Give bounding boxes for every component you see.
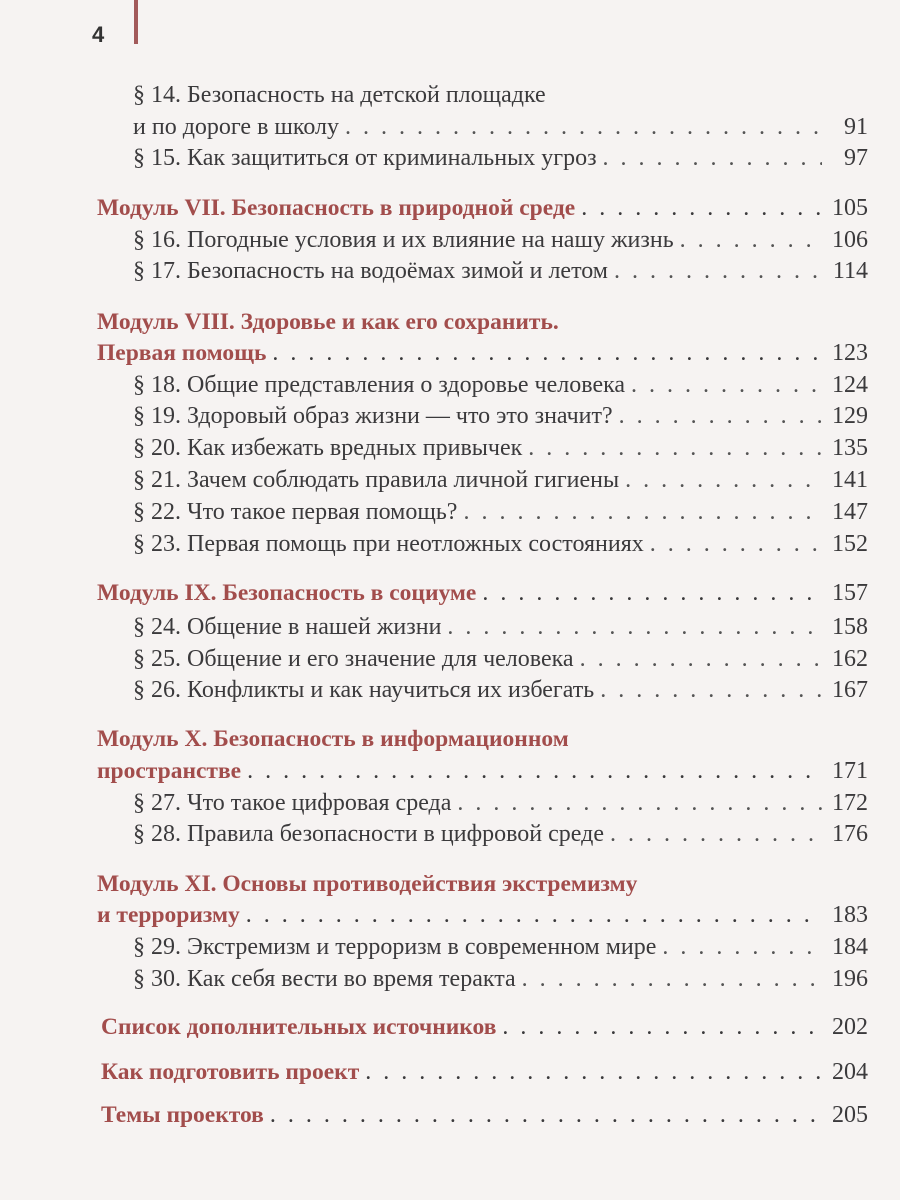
toc-entry-line [133, 79, 546, 111]
leader-dots [631, 369, 822, 401]
toc-module[interactable] [97, 337, 868, 369]
leader-dots [600, 674, 822, 706]
entry-page: 158 [832, 614, 868, 640]
leader-dots [614, 255, 822, 287]
entry-title: и по дороге в школу [133, 114, 339, 140]
entry-page: 183 [832, 902, 868, 928]
entry-page: 147 [832, 499, 868, 525]
entry-page: 162 [832, 646, 868, 672]
entry-title: § 25. Общение и его значение для человека [133, 646, 574, 672]
toc-entry[interactable] [133, 369, 868, 401]
module-title: пространстве [97, 758, 242, 784]
leader-dots [619, 400, 822, 432]
toc-module[interactable] [97, 899, 868, 931]
toc-entry[interactable] [133, 787, 868, 819]
leader-dots [270, 1099, 822, 1131]
entry-page: 124 [832, 372, 868, 398]
entry-title: § 27. Что такое цифровая среда [133, 790, 452, 816]
toc-module[interactable] [101, 1099, 868, 1131]
module-title: Модуль IX. Безопасность в социуме [97, 580, 477, 606]
leader-dots [502, 1011, 822, 1043]
entry-title: § 14. Безопасность на детской площадке [133, 82, 546, 108]
leader-dots [522, 963, 822, 995]
toc-entry[interactable] [133, 674, 868, 706]
toc-entry[interactable] [133, 963, 868, 995]
entry-page: 176 [832, 821, 868, 847]
toc-module[interactable] [97, 755, 868, 787]
leader-dots [581, 192, 822, 224]
entry-title: § 17. Безопасность на водоёмах зимой и летом [133, 258, 608, 284]
toc-entry[interactable] [133, 496, 868, 528]
page-number: 4 [92, 22, 105, 47]
leader-dots [345, 111, 822, 143]
module-title: Модуль XI. Основы противодействия экстремизму [97, 871, 638, 897]
entry-title: § 15. Как защититься от криминальных угроз [133, 145, 597, 171]
toc-entry[interactable] [133, 931, 868, 963]
toc-entry[interactable] [133, 818, 868, 850]
toc-entry[interactable] [133, 464, 868, 496]
module-title: Первая помощь [97, 340, 267, 366]
entry-page: 204 [832, 1059, 868, 1085]
entry-title: § 23. Первая помощь при неотложных состояниях [133, 531, 644, 557]
toc-module-line [97, 868, 637, 900]
toc-entry[interactable] [133, 528, 868, 560]
leader-dots [680, 224, 822, 256]
module-title: и терроризму [97, 902, 240, 928]
leader-dots [603, 142, 822, 174]
entry-page: 106 [832, 227, 868, 253]
entry-page: 129 [832, 403, 868, 429]
entry-page: 157 [832, 580, 868, 606]
entry-page: 152 [832, 531, 868, 557]
entry-title: § 16. Погодные условия и их влияние на нашу жизнь [133, 227, 674, 253]
toc-module[interactable] [97, 577, 868, 609]
entry-page: 114 [832, 258, 868, 284]
leader-dots [528, 432, 822, 464]
toc-entry[interactable] [133, 400, 868, 432]
entry-page: 123 [832, 340, 868, 366]
toc-entry[interactable] [133, 611, 868, 643]
leader-dots [625, 464, 822, 496]
leader-dots [482, 577, 822, 609]
toc-entry[interactable] [133, 255, 868, 287]
entry-page: 105 [832, 195, 868, 221]
entry-page: 135 [832, 435, 868, 461]
toc-entry[interactable] [133, 643, 868, 675]
entry-title: § 21. Зачем соблюдать правила личной гигиены [133, 467, 620, 493]
toc-entry[interactable] [133, 224, 868, 256]
toc-module[interactable] [101, 1011, 868, 1043]
module-title: Модуль VIII. Здоровье и как его сохранить. [97, 309, 559, 335]
leader-dots [246, 899, 822, 931]
entry-page: 196 [832, 966, 868, 992]
toc-entry[interactable] [133, 142, 868, 174]
entry-page: 171 [832, 758, 868, 784]
leader-dots [247, 755, 822, 787]
leader-dots [272, 337, 822, 369]
module-title: Список дополнительных источников [101, 1014, 497, 1040]
toc-entry[interactable] [133, 432, 868, 464]
toc-module[interactable] [97, 192, 868, 224]
module-title: Модуль VII. Безопасность в природной среде [97, 195, 576, 221]
entry-title: § 20. Как избежать вредных привычек [133, 435, 523, 461]
leader-dots [463, 496, 822, 528]
toc-module-line [97, 723, 569, 755]
leader-dots [457, 787, 822, 819]
leader-dots [662, 931, 822, 963]
module-title: Как подготовить проект [101, 1059, 360, 1085]
margin-rule [134, 0, 138, 44]
entry-page: 91 [844, 114, 868, 140]
entry-page: 167 [832, 677, 868, 703]
module-title: Модуль X. Безопасность в информационном [97, 726, 569, 752]
entry-title: § 26. Конфликты и как научиться их избегать [133, 677, 595, 703]
entry-page: 172 [832, 790, 868, 816]
entry-page: 205 [832, 1102, 868, 1128]
entry-page: 202 [832, 1014, 868, 1040]
entry-title: § 24. Общение в нашей жизни [133, 614, 442, 640]
toc-module[interactable] [101, 1056, 868, 1088]
entry-page: 141 [832, 467, 868, 493]
leader-dots [610, 818, 822, 850]
leader-dots [447, 611, 822, 643]
module-title: Темы проектов [101, 1102, 264, 1128]
entry-page: 184 [832, 934, 868, 960]
entry-title: § 28. Правила безопасности в цифровой среде [133, 821, 604, 847]
entry-title: § 19. Здоровый образ жизни — что это значит? [133, 403, 613, 429]
toc-module-line [97, 306, 559, 338]
toc-entry[interactable] [133, 111, 868, 143]
leader-dots [365, 1056, 822, 1088]
leader-dots [650, 528, 822, 560]
entry-title: § 22. Что такое первая помощь? [133, 499, 458, 525]
entry-title: § 30. Как себя вести во время теракта [133, 966, 516, 992]
leader-dots [580, 643, 822, 675]
entry-title: § 18. Общие представления о здоровье человека [133, 372, 626, 398]
entry-title: § 29. Экстремизм и терроризм в современном мире [133, 934, 657, 960]
entry-page: 97 [844, 145, 868, 171]
